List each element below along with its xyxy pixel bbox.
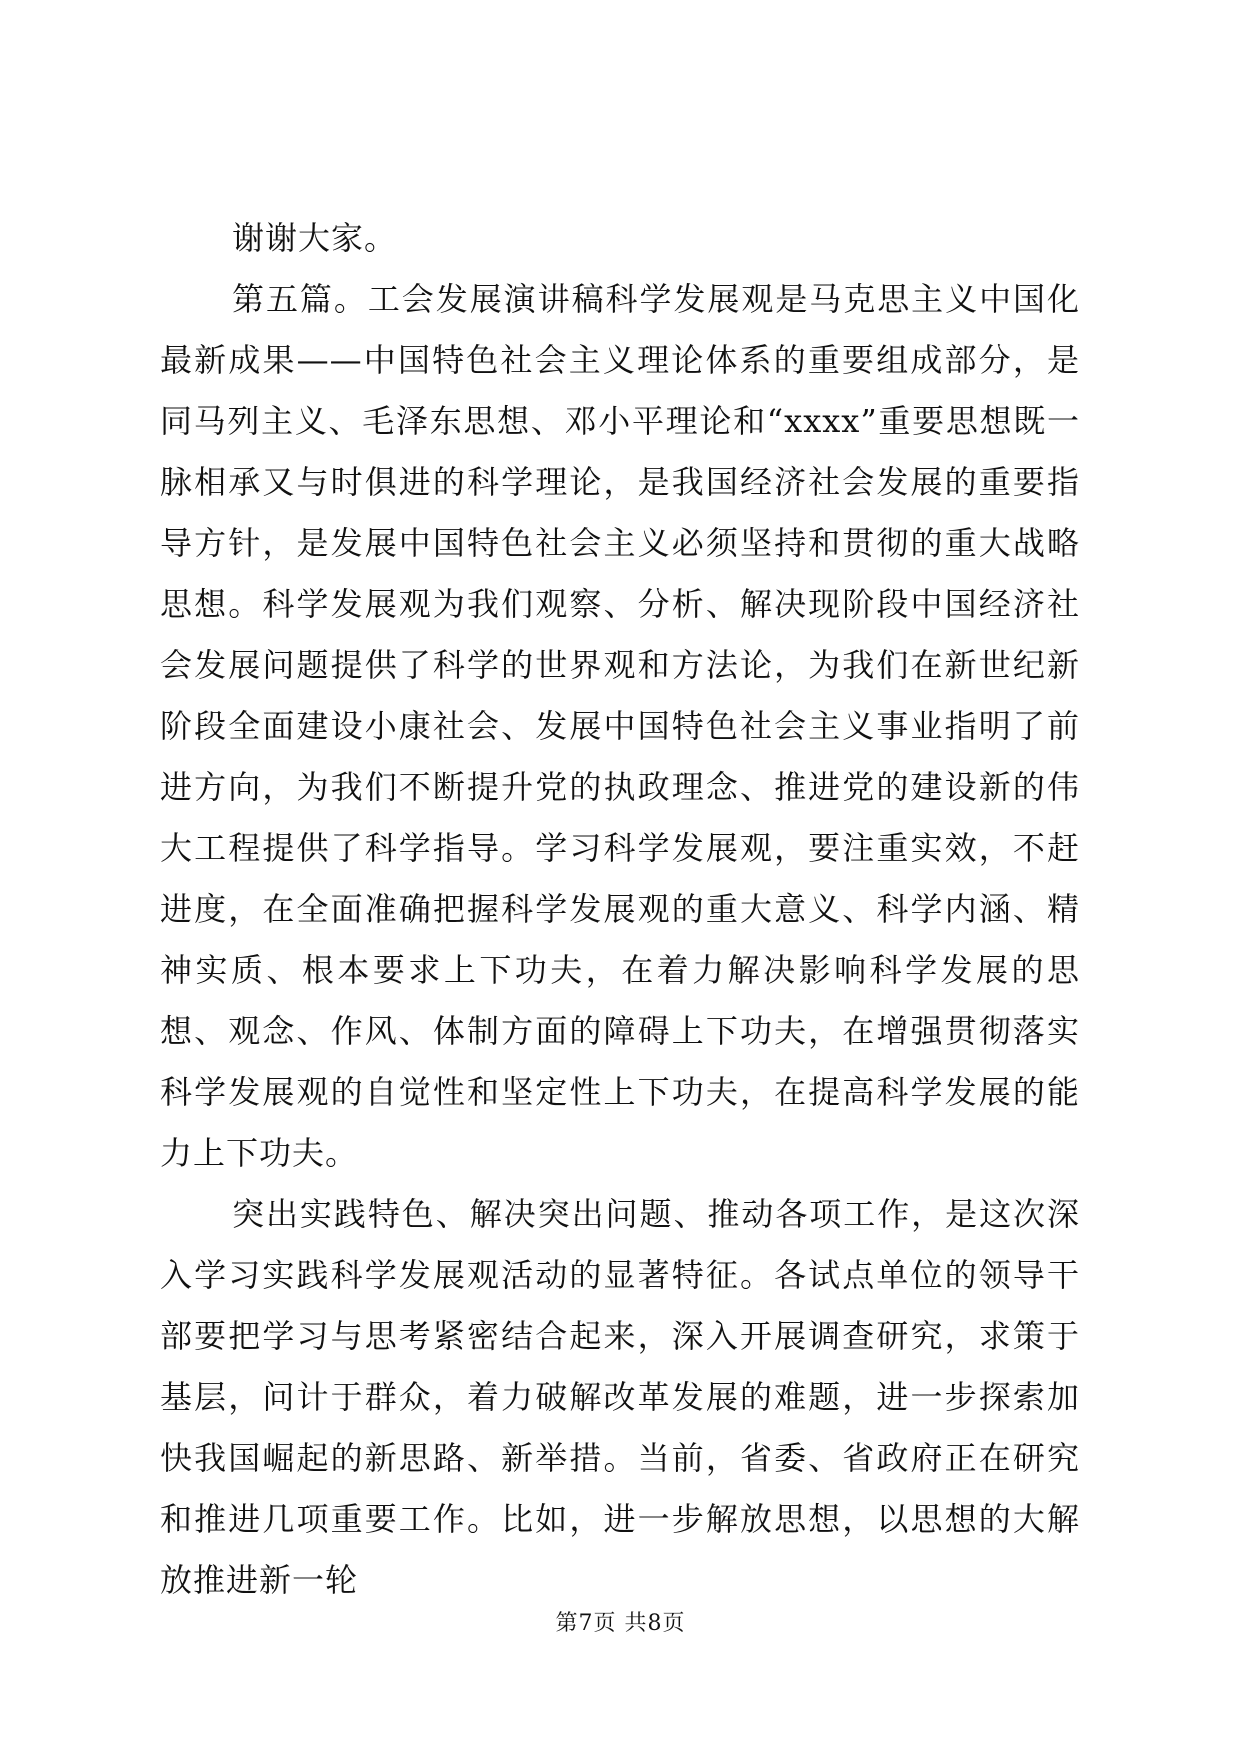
paragraph-closing: 谢谢大家。: [232, 219, 398, 257]
page-footer: 第7页 共8页: [555, 1611, 686, 1636]
document-body: [160, 208, 1080, 1611]
paragraph-practice: 突出实践特色、解决突出问题、推动各项工作，是这次深入学习实践科学发展观活动的显著特征。各试点单位的领导干部要把学习与思考紧密结合起来，深入开展调查研究，求策于基层，问计于群众，着力破解改革发展的难题，进一步探索加快我国崛起的新思路、新举措。当前，省委、省政府正在研究和推进几项重要工作。比如，进一步解放思想，以思想的大解放推进新一轮: [160, 1195, 1080, 1599]
paragraph-section-five: 第五篇。工会发展演讲稿科学发展观是马克思主义中国化最新成果——中国特色社会主义理论体系的重要组成部分，是同马列主义、毛泽东思想、邓小平理论和“xxxx”重要思想既一脉相承又与时俱进的科学理论，是我国经济社会发展的重要指导方针，是发展中国特色社会主义必须坚持和贯彻的重大战略思想。科学发展观为我们观察、分析、解决现阶段中国经济社会发展问题提供了科学的世界观和方法论，为我们在新世纪新阶段全面建设小康社会、发展中国特色社会主义事业指明了前进方向，为我们不断提升党的执政理念、推进党的建设新的伟大工程提供了科学指导。学习科学发展观，要注重实效，不赶进度，在全面准确把握科学发展观的重大意义、科学内涵、精神实质、根本要求上下功夫，在着力解决影响科学发展的思想、观念、作风、体制方面的障碍上下功夫，在增强贯彻落实科学发展观的自觉性和坚定性上下功夫，在提高科学发展的能力上下功夫。: [160, 280, 1080, 1172]
